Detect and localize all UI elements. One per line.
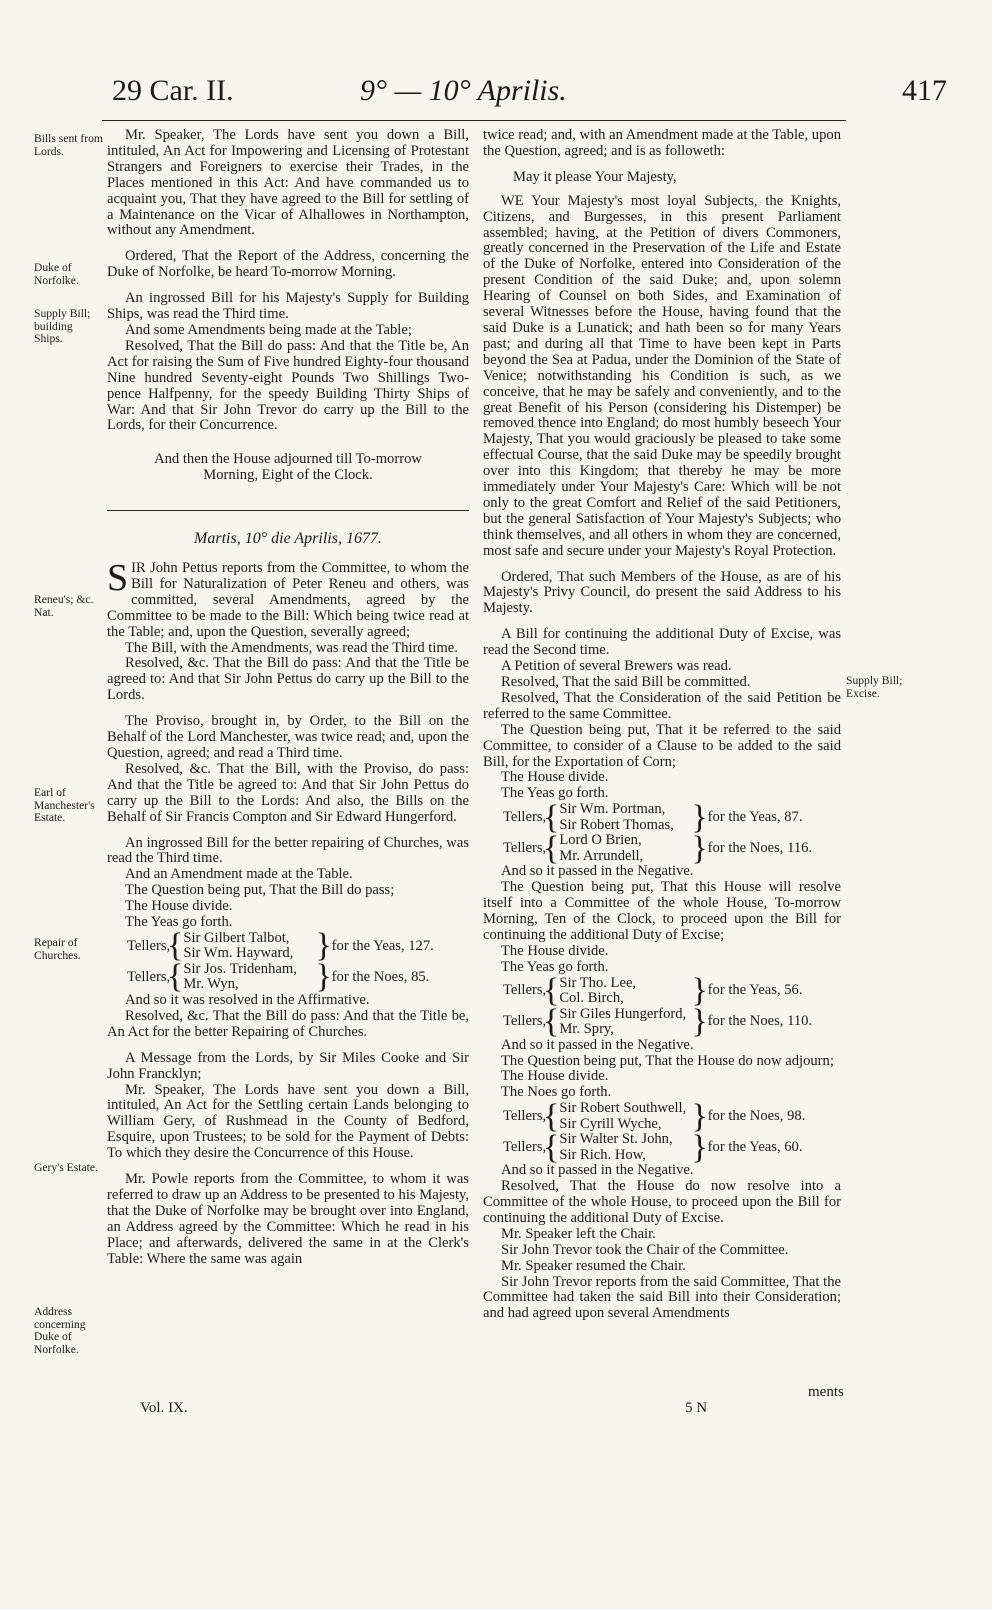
margin-note: Duke of Norfolke. bbox=[34, 261, 79, 287]
left-column bbox=[107, 128, 469, 1267]
paragraph: The Question being put, That it be referred to the said Committee, to consider of a Clause to be added to the said Bill, for the Exportation of Corn; bbox=[483, 721, 841, 770]
volume-label: Vol. IX. bbox=[140, 1400, 188, 1416]
tellers-row: Tellers, { Sir Jos. Tridenham, Mr. Wyn, } for the Noes, 85. bbox=[127, 958, 430, 996]
address-text: WE Your Majesty's most loyal Subjects, the Knights, Citizens, and Burgesses, in this present Parliament assembled; having, at the Petition of divers Commoners, greatly concerned in the Preservation of the Life and Estate of the Duke of Norfolke, entered into Consideration of the present Condition of the said Duke; and, upon solemn Hearing of Counsel on both Sides, and Examination of several Witnesses before the House, having found that the said Duke is a Lunatick; and hath been so for many Years past; and during all that Time to have been kept in Parts beyond the Sea at Padua, under the Dominion of the State of Venice; notwithstanding his Condition is such, as we conceive, that he may be safely and conveniently, and to the great Benefit of his Person (considering his Distemper) be removed thence into England; do most humbly beseech Your Majesty, That you would graciously be pleased to take some effectual Course, that the said Duke may be speedily brought over into this Kingdom; that thereby he may be more immediately under Your Majesty's Care: Which will be not only to the great Comfort and Relief of the said Petitioners, but the general Satisfaction of Your Majesty's Subjects; who think themselves, and all others in whom they are concerned, most safe and secure under your Majesty's Royal Protection. bbox=[483, 192, 841, 559]
paragraph: The House divide. bbox=[501, 942, 609, 959]
paragraph: Ordered, That the Report of the Address, concerning the Duke of Norfolke, be heard To-morrow Morning. bbox=[107, 248, 469, 281]
paragraph: Resolved, &c. That the Bill do pass: And that the Title be agreed to: And that Sir John Pettus do carry up the Bill to the Lords. bbox=[107, 655, 469, 704]
tellers-row: Tellers, { Sir Wm. Portman, Sir Robert Thomas, } for the Yeas, 87. bbox=[503, 798, 803, 836]
margin-note: Earl of Manchester's Estate. bbox=[34, 786, 95, 825]
tellers-row: Tellers, { Sir Giles Hungerford, Mr. Spry, } for the Noes, 110. bbox=[503, 1003, 813, 1041]
margin-note: Supply Bill; building Ships. bbox=[34, 307, 91, 346]
tellers-row: Tellers, { Sir Robert Southwell, Sir Cyrill Wyche, } for the Noes, 98. bbox=[503, 1097, 806, 1135]
page-header-dates: 9° — 10° Aprilis. bbox=[360, 74, 567, 107]
paragraph: Mr. Speaker resumed the Chair. bbox=[501, 1257, 686, 1274]
paragraph: The Question being put, That this House will resolve itself into a Committee of the whole House, To-morrow Morning, Ten of the Clock, to proceed upon the Bill for continuing the additional Duty of Excise; bbox=[483, 879, 841, 943]
paragraph: An ingrossed Bill for his Majesty's Supply for Building Ships, was read the Third time. bbox=[107, 290, 469, 323]
tellers-row: Tellers, { Sir Walter St. John, Sir Rich. How, } for the Yeas, 60. bbox=[503, 1128, 803, 1166]
paragraph: Mr. Speaker left the Chair. bbox=[501, 1225, 656, 1242]
paragraph: And so it passed in the Negative. bbox=[501, 1162, 694, 1179]
margin-note: Bills sent from Lords. bbox=[34, 132, 103, 158]
paragraph: An ingrossed Bill for the better repairing of Churches, was read the Third time. bbox=[107, 834, 469, 867]
drop-cap: S bbox=[107, 557, 129, 600]
paragraph: The Bill, with the Amendments, was read the Third time. bbox=[125, 639, 458, 656]
paragraph: The Yeas go forth. bbox=[125, 914, 233, 931]
paragraph: The Question being put, That the House do now adjourn; bbox=[501, 1052, 834, 1069]
page-number: 417 bbox=[902, 74, 947, 107]
paragraph: twice read; and, with an Amendment made at the Table, upon the Question, agreed; and is as followeth: bbox=[483, 127, 841, 159]
paragraph: A Bill for continuing the additional Duty of Excise, was read the Second time. bbox=[483, 626, 841, 659]
paragraph: And so it passed in the Negative. bbox=[501, 1036, 694, 1053]
salutation: May it please Your Majesty, bbox=[513, 168, 677, 185]
paragraph: A Message from the Lords, by Sir Miles Cooke and Sir John Francklyn; bbox=[107, 1049, 469, 1082]
margin-note: Reneu's; &c. Nat. bbox=[34, 593, 94, 619]
paragraph: And so it was resolved in the Affirmative. bbox=[125, 991, 370, 1008]
tellers-row: Tellers, { Sir Tho. Lee, Col. Birch, } for the Yeas, 56. bbox=[503, 972, 803, 1010]
section-rule bbox=[107, 510, 469, 511]
paragraph: Resolved, That the Consideration of the said Petition be referred to the same Committee. bbox=[483, 689, 841, 722]
catchword: ments bbox=[808, 1384, 844, 1400]
paragraph: Mr. Speaker, The Lords have sent you down a Bill, intituled, An Act for Impowering and Licensing of Protestant Strangers and Foreigners to exercise their Trades, in the Places mentioned in this Act: And have commanded us to acquaint you, That they have agreed to the Bill for settling of a Maintenance on the Vicar of Alhallowes in Northampton, without any Amendment. bbox=[107, 127, 469, 239]
paragraph: Resolved, &c. That the Bill, with the Proviso, do pass: And that the Title be agreed to: And that Sir John Pettus do carry up the Bill to the Lords: And also, the Bills on the Behalf of Sir Francis Compton and Sir Edward Hungerford. bbox=[107, 760, 469, 825]
paragraph: The Noes go forth. bbox=[501, 1084, 612, 1101]
paragraph: SIR John Pettus reports from the Committee, to whom the Bill for Naturalization of Peter Reneu and others, was committed, several Amendments, agreed by the Committee to be made to the Bill: Which being twice read at the Table; and, upon the Question, severally agreed; bbox=[107, 557, 469, 640]
tellers-row: Tellers, { Sir Gilbert Talbot, Sir Wm. Hayward, } for the Yeas, 127. bbox=[127, 927, 434, 965]
paragraph: Sir John Trevor took the Chair of the Committee. bbox=[501, 1241, 789, 1258]
paragraph: Mr. Speaker, The Lords have sent you down a Bill, intituled, An Act for the Settling certain Lands belonging to William Gery, of Rushmead in the County of Bedford, Esquire, upon Trustees; to be sold for the Payment of Debts: To which they desire the Concurrence of this House. bbox=[107, 1081, 469, 1162]
paragraph: Resolved, That the said Bill be committed. bbox=[501, 674, 751, 690]
adjournment: And then the House adjourned till To-morrow Morning, Eight of the Clock. bbox=[154, 451, 422, 484]
paragraph: The House divide. bbox=[501, 769, 609, 786]
paragraph: A Petition of several Brewers was read. bbox=[501, 658, 732, 675]
margin-note: Gery's Estate. bbox=[34, 1161, 98, 1174]
paragraph: Sir John Trevor reports from the said Committee, That the Committee had taken the said Bill into their Consideration; and had agreed upon several Amendments bbox=[483, 1273, 841, 1322]
paragraph: Mr. Powle reports from the Committee, to whom it was referred to draw up an Address to be presented to his Majesty, that the Duke of Norfolke may be brought over into England, an Address agreed by the Committee: Which he read in his Place; and afterwards, delivered the same in at the Clerk's Table: Where the same was again bbox=[107, 1171, 469, 1267]
paragraph: And an Amendment made at the Table. bbox=[125, 866, 353, 883]
page-header-session: 29 Car. II. bbox=[112, 74, 234, 107]
margin-note: Supply Bill; Excise. bbox=[846, 674, 903, 700]
paragraph: The Proviso, brought in, by Order, to the Bill on the Behalf of the Lord Manchester, was twice read; and, upon the Question, agreed; and read a Third time. bbox=[107, 713, 469, 761]
margin-note: Address concerning Duke of Norfolke. bbox=[34, 1305, 86, 1356]
paragraph: Resolved, That the Bill do pass: And that the Title be, An Act for raising the Sum of Five hundred Eighty-four thousand Nine hundred Seventy-eight Pounds Two Shillings Two-pence Halfpenny, for the speedy Building Thirty Ships of War: And that Sir John Trevor do carry up the Bill to the Lords, for their Concurrence. bbox=[107, 337, 469, 434]
paragraph: And so it passed in the Negative. bbox=[501, 863, 694, 880]
paragraph: The Question being put, That the Bill do pass; bbox=[125, 882, 395, 899]
signature-mark: 5 N bbox=[685, 1400, 708, 1416]
paragraph: The Yeas go forth. bbox=[501, 958, 609, 975]
date-heading: Martis, 10° die Aprilis, 1677. bbox=[194, 530, 382, 548]
header-rule bbox=[102, 120, 846, 121]
paragraph: The House divide. bbox=[125, 898, 233, 915]
paragraph: Ordered, That such Members of the House, as are of his Majesty's Privy Council, do present the said Address to his Majesty. bbox=[483, 568, 841, 617]
paragraph: Resolved, That the House do now resolve into a Committee of the whole House, to proceed upon the Bill for continuing the additional Duty of Excise. bbox=[483, 1178, 841, 1226]
tellers-row: Tellers, { Lord O Brien, Mr. Arrundell, } for the Noes, 116. bbox=[503, 829, 813, 867]
paragraph: Resolved, &c. That the Bill do pass: And that the Title be, An Act for the better Repairing of Churches. bbox=[107, 1007, 469, 1040]
paragraph: The Yeas go forth. bbox=[501, 785, 609, 802]
paragraph: And some Amendments being made at the Table; bbox=[125, 321, 412, 338]
right-column bbox=[483, 128, 841, 1322]
margin-note: Repair of Churches. bbox=[34, 936, 81, 962]
paragraph: The House divide. bbox=[501, 1068, 609, 1085]
